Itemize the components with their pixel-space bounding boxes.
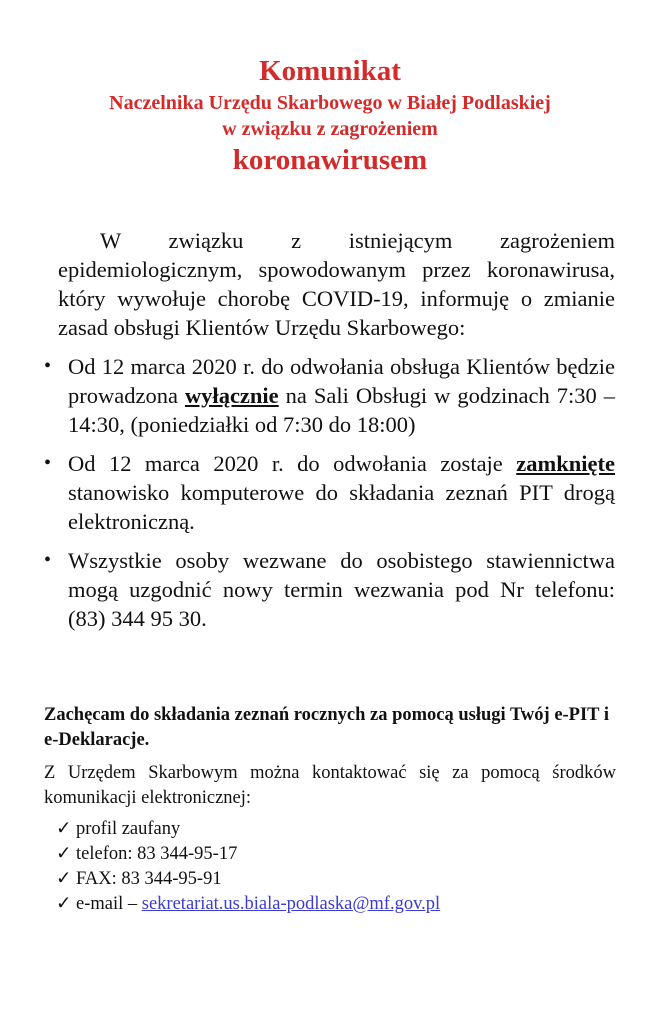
bullet-icon: • xyxy=(44,549,52,571)
intro-paragraph: W związku z istniejącym zagrożeniem epidemiologicznym, spowodowanym przez koronawirusa, który wywołuje chorobę COVID-19, informuję o zmianie zasad obsługi Klientów Urzędu Skarbowego: xyxy=(58,228,615,340)
contact-item xyxy=(56,892,616,917)
notice-subtitle-context: w związku z zagrożeniem xyxy=(222,118,438,140)
point-text-before: Od 12 marca 2020 r. do odwołania zostaje xyxy=(68,451,517,476)
contact-list xyxy=(56,817,616,917)
contact-label: telefon: 83 344-95-17 xyxy=(76,844,238,864)
encourage-statement: Zachęcam do składania zeznań rocznych za pomocą usługi Twój e-PIT i e-Deklaracje. xyxy=(44,705,609,750)
bullet-icon: • xyxy=(44,355,52,377)
point-item xyxy=(44,352,615,439)
point-text-before: Wszystkie osoby wezwane do osobistego stawiennictwa mogą uzgodnić nowy termin wezwania pod Nr telefonu: (83) 344 95 30. xyxy=(68,548,615,631)
contact-item xyxy=(56,842,616,867)
notice-title: Komunikat xyxy=(259,55,401,87)
contact-intro: Z Urzędem Skarbowym można kontaktować się za pomocą środków komunikacji elektronicznej: xyxy=(44,763,616,808)
point-text-after: stanowisko komputerowe do składania zeznań PIT drogą elektroniczną. xyxy=(68,480,615,534)
notice-subtitle-topic: koronawirusem xyxy=(232,144,428,176)
bullet-icon: • xyxy=(44,452,52,474)
notice-header xyxy=(0,52,660,178)
contact-item xyxy=(56,867,616,892)
checkmark-icon: ✓ xyxy=(56,819,72,839)
point-emphasis: zamknięte xyxy=(516,451,615,476)
notice-body xyxy=(44,226,615,631)
contact-item xyxy=(56,817,616,842)
point-text-before: Od 12 marca 2020 r. do odwołania obsługa Klientów będzie prowadzona xyxy=(68,354,615,408)
contact-label: e-mail – xyxy=(76,894,142,914)
point-item xyxy=(44,449,615,536)
contact-section xyxy=(44,703,616,917)
point-text-after: na Sali Obsługi w godzinach 7:30 – 14:30, (poniedziałki od 7:30 do 18:00) xyxy=(68,383,615,437)
notice-subtitle-authority: Naczelnika Urzędu Skarbowego w Białej Podlaskiej xyxy=(109,92,551,114)
checkmark-icon: ✓ xyxy=(56,894,72,914)
contact-label: FAX: 83 344-95-91 xyxy=(76,869,222,889)
email-link[interactable]: sekretariat.us.biala-podlaska@mf.gov.pl xyxy=(141,894,441,914)
points-list xyxy=(44,352,615,643)
checkmark-icon: ✓ xyxy=(56,844,72,864)
point-emphasis: wyłącznie xyxy=(184,383,279,408)
contact-label: profil zaufany xyxy=(76,819,181,839)
checkmark-icon: ✓ xyxy=(56,869,72,889)
point-item xyxy=(44,546,615,633)
